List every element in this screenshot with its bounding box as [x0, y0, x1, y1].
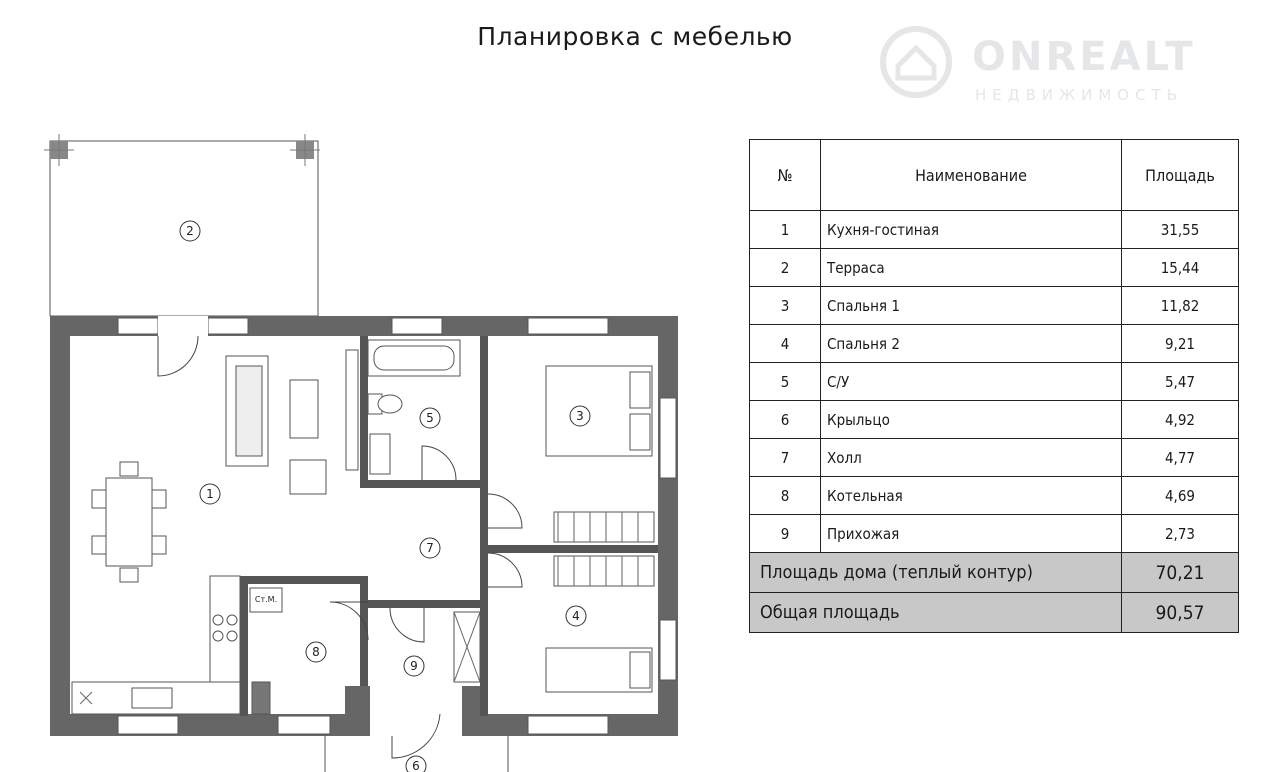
row-name: Котельная — [821, 477, 1122, 515]
table-row — [750, 515, 1239, 553]
table-row — [750, 249, 1239, 287]
row-area: 4,92 — [1122, 401, 1239, 439]
room-label-2: 2 — [186, 224, 194, 238]
row-name: Холл — [821, 439, 1122, 477]
room-label-5: 5 — [426, 411, 434, 425]
total-label: Общая площадь — [750, 593, 1122, 633]
row-num: 2 — [750, 249, 821, 287]
row-area: 5,47 — [1122, 363, 1239, 401]
room-label-8: 8 — [312, 645, 320, 659]
header-area: Площадь — [1122, 140, 1239, 211]
total-label: Площадь дома (теплый контур) — [750, 553, 1122, 593]
row-name: Кухня-гостиная — [821, 211, 1122, 249]
row-area: 11,82 — [1122, 287, 1239, 325]
table-row — [750, 287, 1239, 325]
header-num: № — [750, 140, 821, 211]
row-name: Спальня 1 — [821, 287, 1122, 325]
total-value: 90,57 — [1122, 593, 1239, 633]
header-name: Наименование — [821, 140, 1122, 211]
total-value: 70,21 — [1122, 553, 1239, 593]
row-num: 3 — [750, 287, 821, 325]
row-area: 15,44 — [1122, 249, 1239, 287]
terrace-posts — [50, 141, 314, 159]
boiler-label: Ст.М. — [254, 595, 278, 604]
logo-subtitle: НЕДВИЖИМОСТЬ — [975, 86, 1184, 104]
logo-name: ONREALT — [972, 34, 1196, 80]
row-area: 31,55 — [1122, 211, 1239, 249]
row-name: Крыльцо — [821, 401, 1122, 439]
row-area: 9,21 — [1122, 325, 1239, 363]
row-num: 4 — [750, 325, 821, 363]
room-label-1: 1 — [206, 487, 214, 501]
watermark-logo — [880, 26, 1260, 116]
row-name: С/У — [821, 363, 1122, 401]
table-row — [750, 477, 1239, 515]
row-num: 6 — [750, 401, 821, 439]
total-row-overall — [750, 593, 1239, 633]
row-area: 4,69 — [1122, 477, 1239, 515]
row-name: Прихожая — [821, 515, 1122, 553]
table-row — [750, 211, 1239, 249]
row-area: 2,73 — [1122, 515, 1239, 553]
row-name: Спальня 2 — [821, 325, 1122, 363]
row-name: Терраса — [821, 249, 1122, 287]
row-num: 5 — [750, 363, 821, 401]
page-title: Планировка с мебелью — [477, 22, 793, 51]
table-row — [750, 439, 1239, 477]
row-area: 4,77 — [1122, 439, 1239, 477]
total-row-heated — [750, 553, 1239, 593]
row-num: 9 — [750, 515, 821, 553]
row-num: 1 — [750, 211, 821, 249]
row-num: 8 — [750, 477, 821, 515]
room-label-4: 4 — [572, 609, 580, 623]
area-table — [749, 139, 1239, 633]
row-num: 7 — [750, 439, 821, 477]
table-row — [750, 401, 1239, 439]
room-label-6: 6 — [412, 759, 420, 772]
house-logo-icon — [880, 26, 952, 98]
room-label-9: 9 — [410, 659, 418, 673]
table-row — [750, 325, 1239, 363]
room-label-3: 3 — [576, 409, 584, 423]
table-header-row — [750, 140, 1239, 211]
table-row — [750, 363, 1239, 401]
room-label-7: 7 — [426, 541, 434, 555]
